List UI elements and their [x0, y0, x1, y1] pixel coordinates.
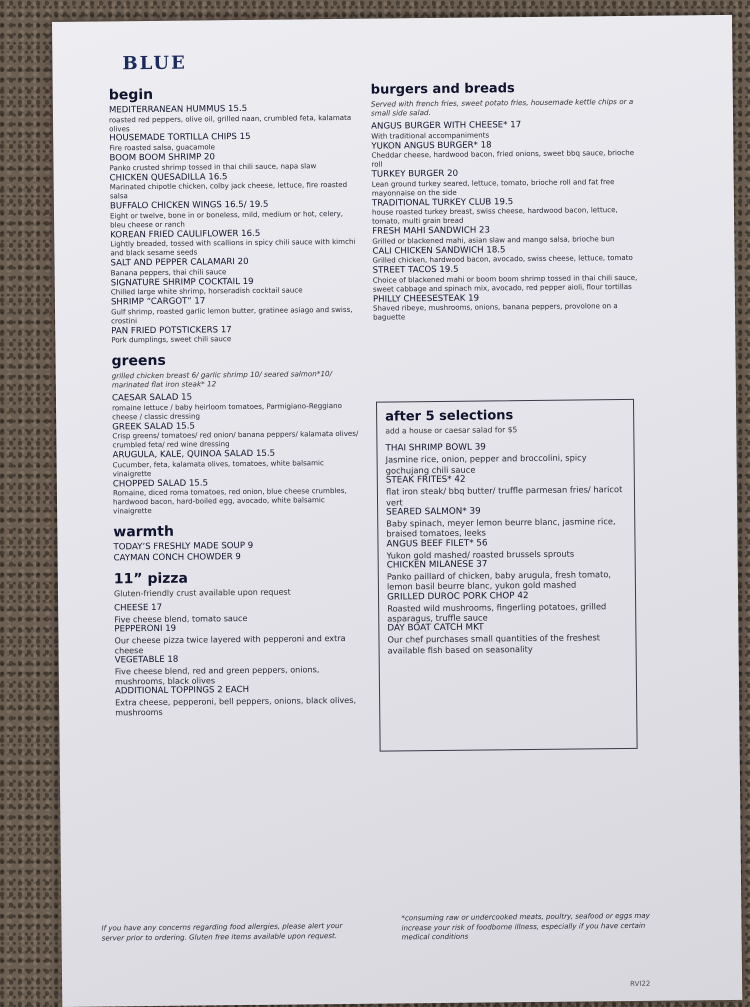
menu-item-desc: Cheddar cheese, hardwood bacon, fried onions, sweet bbq sauce, brioche roll — [371, 148, 635, 169]
menu-item-name: TRADITIONAL TURKEY CLUB 19.5 — [371, 196, 514, 209]
menu-item-desc: Five cheese blend, red and green peppers, onions, mushrooms, black olives — [114, 664, 320, 687]
menu-item-desc: Yukon gold mashed/ roasted brussels sprouts — [386, 548, 575, 561]
burger-items — [371, 119, 643, 323]
menu-item-name: CAYMAN CONCH CHOWDER 9 — [113, 551, 241, 564]
menu-item — [112, 391, 362, 422]
menu-item-desc: flat iron steak/ bbq butter/ truffle parmesan fries/ haricot vert — [385, 484, 623, 508]
menu-item-name: ANGUS BEEF FILET* 56 — [386, 538, 488, 550]
menu-item-name: PHILLY CHEESESTEAK 19 — [372, 293, 480, 305]
menu-item-name: PEPPERONI 19 — [114, 623, 177, 635]
menu-item-desc: Fire roasted salsa, guacamole — [109, 142, 216, 153]
menu-item-desc: romaine lettuce / baby heirloom tomatoes, Parmigiano-Reggiano cheese / classic dressing — [111, 400, 342, 422]
menu-item-name: TODAY’S FRESHLY MADE SOUP 9 — [113, 540, 254, 553]
menu-item-desc: Roasted wild mushrooms, fingerling potatoes, grilled asparagus, truffle sauce — [387, 600, 607, 624]
menu-item — [372, 195, 642, 226]
menu-item-name: STREET TACOS 19.5 — [372, 264, 459, 276]
menu-item-desc: Our cheese pizza twice layered with pepperoni and extra cheese — [114, 632, 346, 656]
menu-item-name: GRILLED DUROC PORK CHOP 42 — [386, 590, 529, 603]
menu-item-name: CHOPPED SALAD 15.5 — [112, 477, 209, 489]
after5-title: after 5 selections — [385, 408, 514, 425]
menu-item-name: SHRIMP “CARGOT” 17 — [110, 296, 206, 308]
menu-item-desc: Crisp greens/ tomatoes/ red onion/ banana peppers/ kalamata olives/ crumbled feta/ red wine dressing — [112, 429, 359, 450]
menu-item-name: VEGETABLE 18 — [114, 654, 179, 666]
menu-item — [115, 684, 365, 718]
menu-item-desc: Lightly breaded, tossed with scallions in spicy chili sauce with kimchi and black sesame seeds — [110, 237, 356, 258]
menu-item-desc: Marinated chipotle chicken, colby jack cheese, lettuce, fire roasted salsa — [109, 180, 348, 201]
left-sections — [109, 85, 364, 564]
consume-note: *consuming raw or undercooked meats, poultry, seafood or eggs may increase your risk of foodborne illness, especially if you have certain medical conditions — [401, 910, 650, 942]
menu-item — [371, 138, 641, 169]
menu-item-name: ARUGULA, KALE, QUINOA SALAD 15.5 — [112, 448, 276, 461]
menu-item-desc: Gulf shrimp, roasted garlic lemon butter, gratinee asiago and swiss, crostini — [110, 304, 353, 326]
menu-item — [110, 199, 360, 230]
burgers-intro: Served with french fries, sweet potato fries, housemade kettle chips or a small side salad. — [370, 96, 634, 118]
brand-logo: BLUE — [122, 52, 187, 75]
menu-item-name: SIGNATURE SHRIMP COCKTAIL 19 — [110, 276, 254, 288]
menu-item — [372, 243, 642, 265]
pizza-title: 11” pizza — [113, 570, 189, 588]
menu-item-desc: Romaine, diced roma tomatoes, red onion, blue cheese crumbles, hardwood bacon, hard-boiled egg, avocado, white balsamic vinaigrette — [112, 486, 347, 516]
menu-item-desc: Shaved ribeye, mushrooms, onions, banana peppers, provolone on a baguette — [372, 301, 618, 322]
menu-item — [110, 170, 360, 201]
menu-item-name: KOREAN FRIED CAULIFLOWER 16.5 — [110, 228, 261, 240]
after5-intro: add a house or caesar salad for $5 — [385, 425, 518, 436]
menu-item-name: CHICKEN QUESADILLA 16.5 — [109, 171, 228, 184]
menu-item-name: FRESH MAHI SANDWICH 23 — [372, 225, 490, 237]
after5-items — [385, 442, 627, 656]
section-items — [112, 391, 363, 516]
menu-item-name: PAN FRIED POTSTICKERS 17 — [111, 324, 232, 337]
menu-item-desc: Eight or twelve, bone in or boneless, mild, medium or hot, celery, bleu cheese or ranch — [109, 208, 344, 230]
menu-item-name: ANGUS BURGER WITH CHEESE* 17 — [371, 120, 522, 132]
menu-item-name: CAESAR SALAD 15 — [111, 392, 193, 404]
section-title: greens — [111, 353, 166, 370]
menu-item — [387, 558, 627, 592]
menu-item-desc: Our chef purchases small quantities of the freshest available fish based on seasonality — [387, 632, 601, 656]
section-items — [113, 540, 363, 564]
menu-section-greens — [111, 351, 363, 516]
menu-item-desc: Lean ground turkey seared, lettuce, tomato, brioche roll and fat free mayonnaise on the side — [371, 176, 615, 198]
menu-item-name: TURKEY BURGER 20 — [371, 168, 459, 180]
allergy-note: If you have any concerns regarding food allergies, please alert your server prior to ordering. Gluten free items available upon request. — [101, 921, 343, 943]
menu-item — [109, 151, 359, 173]
section-title: begin — [108, 86, 154, 104]
menu-item — [111, 295, 361, 326]
menu-item-desc: With traditional accompaniments — [371, 130, 490, 141]
menu-item-desc: Baby spinach, meyer lemon beurre blanc, jasmine rice, braised tomatoes, leeks — [386, 516, 616, 539]
after5-box — [376, 399, 638, 752]
menu-item-desc: Pork dumplings, sweet chili sauce — [111, 334, 232, 345]
menu-item — [109, 131, 359, 153]
menu-item-name: GREEK SALAD 15.5 — [112, 421, 195, 433]
menu-item — [373, 291, 643, 322]
menu-item-desc: Banana peppers, thai chili sauce — [110, 266, 227, 278]
menu-item-name: BOOM BOOM SHRIMP 20 — [109, 152, 216, 164]
menu-section-warmth — [113, 522, 363, 564]
menu-item — [386, 537, 626, 561]
menu-item — [111, 323, 361, 345]
menu-item-desc: roasted red peppers, olive oil, grilled naan, crumbled feta, kalamata olives — [108, 112, 352, 134]
menu-sheet — [52, 15, 742, 1007]
menu-item — [112, 419, 362, 450]
menu-item-name: SEARED SALMON* 39 — [386, 506, 481, 518]
menu-item — [115, 653, 365, 687]
menu-item — [386, 505, 626, 539]
menu-item-name: CHEESE 17 — [114, 603, 163, 614]
menu-item-name: SALT AND PEPPER CALAMARI 20 — [110, 256, 249, 269]
menu-item-desc: Panko paillard of chicken, baby arugula, fresh tomato, lemon basil beurre blanc, yukon gold mashed — [386, 569, 612, 592]
menu-item-name: CHICKEN MILANESE 37 — [386, 559, 488, 571]
pizza-intro: Gluten-friendly crust available upon request — [113, 587, 291, 599]
menu-item-desc: Choice of blackened mahi or boom boom shrimp tossed in thai chili sauce, sweet cabbage and spinach mix, avocado, red pepper aioli, flour tortillas — [372, 272, 638, 294]
menu-item-desc: Grilled chicken, hardwood bacon, avocado, swiss cheese, lettuce, tomato — [372, 253, 633, 265]
menu-item — [112, 448, 362, 479]
menu-item-name: CALI CHICKEN SANDWICH 18.5 — [372, 244, 506, 257]
menu-item — [385, 442, 625, 476]
pizza-section — [114, 569, 366, 717]
menu-item-desc: Jasmine rice, onion, pepper and broccolini, spicy gochujang chili sauce — [385, 452, 587, 476]
menu-item — [387, 590, 627, 624]
right-column — [371, 78, 644, 331]
menu-item — [372, 224, 642, 246]
menu-item-desc: Extra cheese, pepperoni, bell peppers, onions, black olives, mushrooms — [115, 694, 357, 718]
menu-item — [111, 275, 361, 297]
menu-item-name: DAY BOAT CATCH MKT — [387, 622, 484, 634]
section-intro: grilled chicken breast 6/ garlic shrimp 10/ seared salmon*10/ marinated flat iron steak* 12 — [111, 369, 333, 390]
section-title: warmth — [113, 523, 174, 541]
menu-item — [114, 622, 364, 656]
menu-item — [109, 103, 359, 134]
menu-code: RVI22 — [630, 979, 651, 988]
menu-item — [387, 621, 627, 655]
menu-item — [372, 167, 642, 198]
menu-item-name: HOUSEMADE TORTILLA CHIPS 15 — [109, 132, 251, 144]
menu-item — [373, 263, 643, 294]
menu-item-name: BUFFALO CHICKEN WINGS 16.5/ 19.5 — [109, 199, 269, 212]
burgers-section — [371, 80, 643, 323]
menu-item-desc: house roasted turkey breast, swiss cheese, hardwood bacon, lettuce, tomato, multi grain bread — [371, 205, 618, 226]
menu-item-desc: Five cheese blend, tomato sauce — [114, 613, 248, 625]
menu-item — [110, 227, 360, 258]
menu-item-desc: Panko crusted shrimp tossed in thai chili sauce, napa slaw — [109, 161, 317, 173]
menu-item — [110, 256, 360, 278]
menu-item-name: THAI SHRIMP BOWL 39 — [385, 442, 486, 455]
menu-item-name: MEDITERRANEAN HUMMUS 15.5 — [108, 103, 248, 116]
menu-item — [114, 601, 364, 624]
menu-item-name: STEAK FRITES* 42 — [385, 474, 466, 486]
menu-item-desc: Chilled large white shrimp, horseradish cocktail sauce — [110, 285, 303, 297]
left-column — [109, 83, 366, 726]
pizza-items — [114, 601, 365, 717]
menu-section-begin — [109, 85, 362, 346]
menu-item-desc: Cucumber, feta, kalamata olives, tomatoes, white balsamic vinaigrette — [112, 458, 324, 479]
menu-item — [386, 473, 626, 507]
menu-item — [113, 476, 363, 516]
menu-item-name: ADDITIONAL TOPPINGS 2 EACH — [114, 685, 250, 697]
menu-item-desc: Grilled or blackened mahi, asian slaw and mango salsa, brioche bun — [372, 233, 615, 246]
section-items — [109, 103, 362, 346]
burgers-title: burgers and breads — [370, 81, 515, 98]
menu-item — [114, 550, 364, 563]
menu-item-name: YUKON ANGUS BURGER* 18 — [371, 139, 492, 152]
